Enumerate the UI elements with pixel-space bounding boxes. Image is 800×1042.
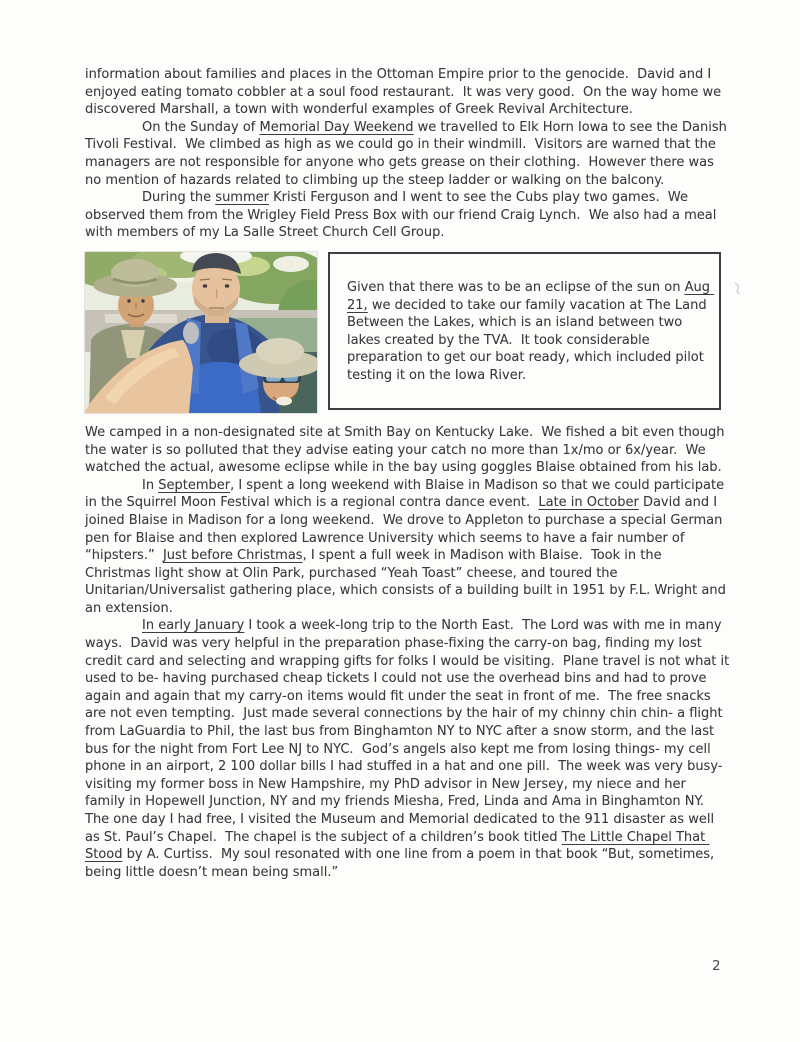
underlined-text: Just before Christmas	[162, 548, 303, 564]
underlined-text: Memorial Day Weekend	[259, 119, 414, 135]
underlined-text: Late in October	[538, 495, 639, 511]
paragraph	[85, 189, 730, 242]
text-run: I took a week-long trip to the North East. The Lord was with me in many ways. David was very helpful in the preparation phase-fixing the carry-on bag, finding my lost credit card and selecting and wrapping gifts for folks I would be visiting. Plane travel is not what it used to be- having purchased cheap tickets I could not use the overhead bins and had to prove again and again that my carry-on items would fit under the seat in front of me. The free snacks are not even tempting. Just made several connections by the hair of my chinny chin chin- a flight from LaGuardia to Phil, the last bus from Binghamton NY to NYC after a snow storm, and the last bus for the night from Fort Lee NJ to NYC. God’s angels also kept me from losing things- my cell phone in an airport, 2 100 dollar bills I had stuffed in a hat and one pill. The week was very busy- visiting my former boss in New Hampshire, my PhD advisor in New Jersey, my niece and her family in Hopewell Junction, NY and my friends Miesha, Fred, Linda and Ama in Binghamton NY. The one day I had free, I visited the Museum and Memorial dedicated to the 911 disaster as well as St. Paul’s Chapel. The chapel is the subject of a children’s book titled	[85, 618, 734, 845]
text-run: In	[142, 477, 159, 493]
text-run: , I spent a full week in Madison with Blaise. Took in the Christmas light show at Olin Park, purchased “Yeah Toast” cheese, and toured the Unitarian/Universalist gathering place, which consists of a building built in 1951 by F.L. Wright and an extension.	[85, 548, 730, 616]
callout-text	[347, 279, 717, 385]
underlined-text: Aug 21,	[347, 279, 715, 313]
underlined-text: The Little Chapel That Stood	[85, 829, 710, 863]
paragraph	[85, 617, 734, 881]
text-run: We camped in a non-designated site at Smith Bay on Kentucky Lake. We fished a bit even though the water is so polluted that they advise eating your catch no more than 1x/mo or 6x/year. We watched the actual, awesome eclipse while in the bay using goggles Blaise obtained from his lab.	[85, 424, 729, 476]
text-run: Kristi Ferguson and I went to see the Cubs play two games. We observed them from the Wrigley Field Press Box with our friend Craig Lynch. We also had a meal with members of my La Salle Street Church Cell Group.	[85, 190, 721, 241]
scan-speck-icon	[733, 282, 743, 295]
text-block-bottom	[85, 424, 734, 881]
photo-and-callout-row	[85, 252, 730, 415]
text-run: Given that there was to be an eclipse of the sun on	[347, 279, 685, 295]
text-run: , I spent a long weekend with Blaise in Madison so that we could participate in the Squirrel Moon Festival which is a regional contra dance event.	[85, 477, 729, 511]
text-run: information about families and places in the Ottoman Empire prior to the genocide. David and I enjoyed eating tomato cobbler at a soul food restaurant. It was very good. On the way home we discovered Marshall, a town with wonderful examples of Greek Revival Architecture.	[85, 67, 726, 118]
paragraph	[85, 66, 730, 119]
text-block-top	[85, 66, 730, 242]
paragraph	[85, 477, 730, 618]
underlined-text: September	[158, 477, 231, 493]
callout-box	[328, 252, 721, 410]
underlined-text: In early January	[142, 618, 245, 634]
text-run: On the Sunday of	[142, 119, 260, 135]
text-run: During the	[142, 190, 216, 206]
text-run: we decided to take our family vacation at The Land Between the Lakes, which is an island between two lakes created by the TVA. It took considerable preparation to get our boat ready, which included pilot testing it on the Iowa River.	[347, 297, 711, 383]
paragraph	[85, 424, 730, 477]
paragraph	[85, 119, 730, 189]
photo-illustration	[85, 252, 317, 413]
text-run: by A. Curtiss. My soul resonated with one line from a poem in that book “But, sometimes, being little doesn’t mean being small.”	[85, 847, 719, 880]
page-content	[85, 66, 734, 881]
text-run: David and I joined Blaise in Madison for a long weekend. We drove to Appleton to purchase a special German pen for Blaise and then explored Lawrence University which seems to have a fair number of “hipsters.”	[85, 495, 727, 564]
text-run: we travelled to Elk Horn Iowa to see the Danish Tivoli Festival. We climbed as high as we could go in their windmill. Visitors are warned that the managers are not responsible for anyone who gets grease on their clothing. However there was no mention of hazards related to climbing up the steep ladder or walking on the balcony.	[85, 119, 732, 188]
photo-family-selfie	[85, 252, 317, 413]
scan-speck-mark	[733, 280, 743, 299]
page-number: 2	[712, 958, 721, 974]
underlined-text: summer	[215, 190, 269, 206]
